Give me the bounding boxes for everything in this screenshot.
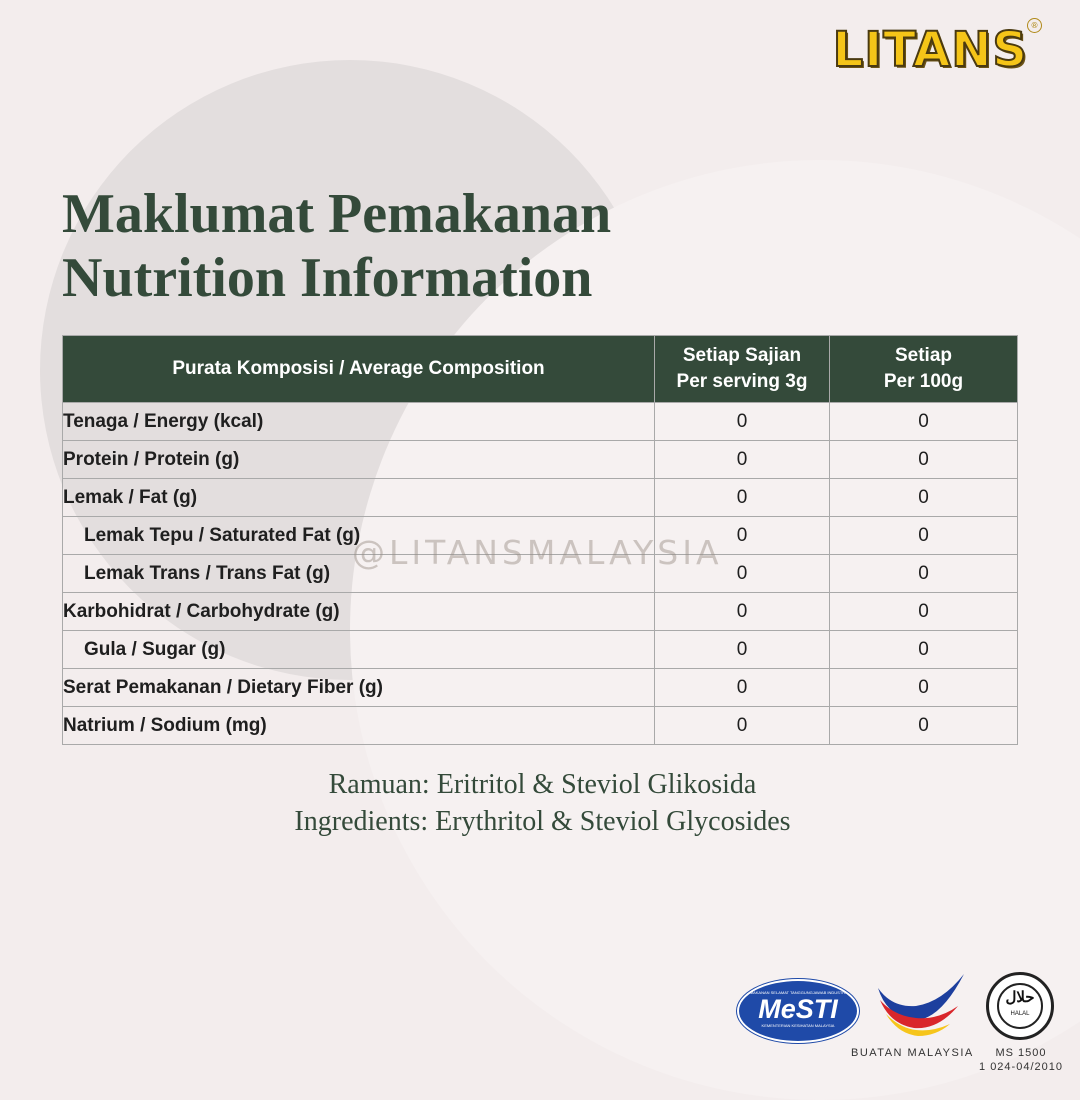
- row-per100-value: 0: [830, 403, 1018, 441]
- row-per100-value: 0: [830, 555, 1018, 593]
- mesti-badge: [737, 979, 859, 1043]
- row-label: Lemak / Fat (g): [63, 479, 655, 517]
- litans-logo: LITANS: [832, 22, 1028, 78]
- halal-caption-line1: MS 1500: [995, 1047, 1047, 1059]
- ingredients-block: [0, 766, 1080, 840]
- title-malay: Maklumat Pemakanan: [62, 183, 612, 245]
- title-english: Nutrition Information: [62, 247, 593, 309]
- row-per100-value: 0: [830, 479, 1018, 517]
- page-title: [62, 182, 611, 310]
- row-label: Gula / Sugar (g): [63, 631, 655, 669]
- header-per-serving-line2: Per serving 3g: [676, 371, 808, 392]
- ingredients-malay: Ramuan: Eritritol & Steviol Glikosida: [328, 769, 757, 800]
- row-per100-value: 0: [830, 441, 1018, 479]
- row-serving-value: 0: [655, 593, 830, 631]
- halal-arabic-text: حلال: [1005, 989, 1035, 1006]
- table-row: [63, 441, 1018, 479]
- table-row: [63, 593, 1018, 631]
- table-row: [63, 403, 1018, 441]
- header-per-100g-line1: Setiap: [894, 345, 953, 366]
- halal-inner-ring: [997, 983, 1043, 1029]
- mesti-bottom-text: KEMENTERIAN KESIHATAN MALAYSIA: [761, 1023, 835, 1028]
- row-per100-value: 0: [830, 517, 1018, 555]
- row-serving-value: 0: [655, 707, 830, 745]
- header-composition: Purata Komposisi / Average Composition: [63, 336, 655, 403]
- table-row: [63, 707, 1018, 745]
- row-serving-value: 0: [655, 517, 830, 555]
- registered-mark: ®: [1027, 18, 1042, 33]
- row-label: Karbohidrat / Carbohydrate (g): [63, 593, 655, 631]
- watermark-text: @LITANSMALAYSIA: [352, 533, 723, 572]
- buatan-malaysia-caption: BUATAN MALAYSIA: [851, 1047, 974, 1059]
- header-per-serving: [655, 336, 830, 403]
- row-label: Tenaga / Energy (kcal): [63, 403, 655, 441]
- row-serving-value: 0: [655, 669, 830, 707]
- halal-latin-text: HALAL: [1010, 1011, 1030, 1017]
- halal-badge: [986, 972, 1054, 1040]
- row-label: Lemak Trans / Trans Fat (g): [63, 555, 655, 593]
- table-row: [63, 479, 1018, 517]
- row-per100-value: 0: [830, 669, 1018, 707]
- header-per-100g: [830, 336, 1018, 403]
- row-serving-value: 0: [655, 555, 830, 593]
- table-header-row: [63, 336, 1018, 403]
- row-label: Natrium / Sodium (mg): [63, 707, 655, 745]
- header-per-serving-line1: Setiap Sajian: [682, 345, 802, 366]
- row-serving-value: 0: [655, 479, 830, 517]
- table-row: [63, 631, 1018, 669]
- halal-certification-caption: [976, 1046, 1066, 1074]
- mesti-main-text: MeSTI: [758, 994, 838, 1024]
- header-per-100g-line2: Per 100g: [883, 371, 964, 392]
- ingredients-english: Ingredients: Erythritol & Steviol Glycosides: [294, 806, 791, 837]
- row-serving-value: 0: [655, 403, 830, 441]
- table-row: [63, 669, 1018, 707]
- row-per100-value: 0: [830, 707, 1018, 745]
- halal-caption-line2: 1 024-04/2010: [979, 1061, 1063, 1073]
- row-label: Serat Pemakanan / Dietary Fiber (g): [63, 669, 655, 707]
- row-serving-value: 0: [655, 441, 830, 479]
- row-per100-value: 0: [830, 631, 1018, 669]
- row-label: Lemak Tepu / Saturated Fat (g): [63, 517, 655, 555]
- buatan-malaysia-icon: [872, 970, 968, 1040]
- mesti-top-text: MAKANAN SELAMAT TANGGUNGJAWAB INDUSTRI: [749, 990, 847, 995]
- row-label: Protein / Protein (g): [63, 441, 655, 479]
- row-per100-value: 0: [830, 593, 1018, 631]
- row-serving-value: 0: [655, 631, 830, 669]
